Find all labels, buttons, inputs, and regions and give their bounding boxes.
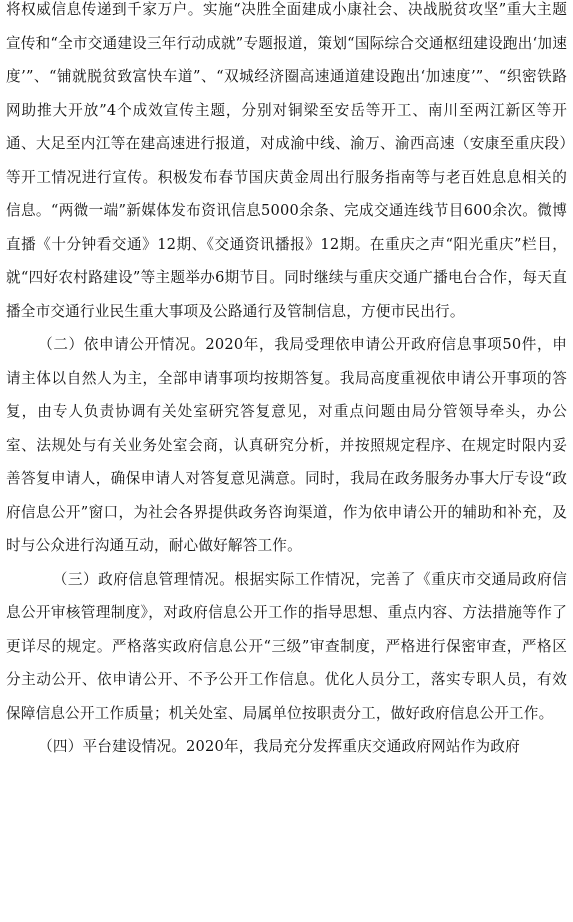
paragraph-publicity-work: 将权威信息传递到千家万户。实施“决胜全面建成小康社会、决战脱贫攻坚”重大主题宣传和“全市交通建设三年行动成就”专题报道，策划“国际综合交通枢纽建设跑出‘加速度’”、“铺就脱贫致富快车道”、“双城经济圈高速通道建设跑出‘加速度’”、“织密铁路网助推大开放”4个成效宣传主题，分别对铜梁至安岳等开工、南川至两江新区等开通、大足至内江等在建高速进行报道，对成渝中线、渝万、渝西高速（安康至重庆段）等开工情况进行宣传。积极发布春节国庆黄金周出行服务指南等与老百姓息息相关的信息。“两微一端”新媒体发布资讯信息5000余条、完成交通连线节目600余次。微博直播《十分钟看交通》12期、《交通资讯播报》12期。在重庆之声“阳光重庆”栏目，就“四好农村路建设”等主题举办6期节目。同时继续与重庆交通广播电台合作，每天直播全市交通行业民生重大事项及公路通行及管制信息，方便市民出行。 [6, 1, 567, 320]
paragraph-information-management: （三）政府信息管理情况。根据实际工作情况，完善了《重庆市交通局政府信息公开审核管理制度》，对政府信息公开工作的指导思想、重点内容、方法措施等作了更详尽的规定。严格落实政府信息公开“三级”审查制度，严格进行保密审查，严格区分主动公开、依申请公开、不予公开工作信息。优化人员分工，落实专职人员，有效保障信息公开工作质量；机关处室、局属单位按职责分工，做好政府信息公开工作。 [6, 570, 567, 722]
paragraph-platform-construction: （四）平台建设情况。2020年，我局充分发挥重庆交通政府网站作为政府 [38, 738, 520, 755]
paragraph-application-disclosure: （二）依申请公开情况。2020年，我局受理依申请公开政府信息事项50件，申请主体以自然人为主，全部申请事项均按期答复。我局高度重视依申请公开事项的答复，由专人负责协调有关处室研究答复意见，对重点问题由局分管领导牵头，办公室、法规处与有关业务处室会商，认真研究分析，并按照规定程序、在规定时限内妥善答复申请人，确保申请人对答复意见满意。同时，我局在政务服务办事大厅专设“政府信息公开”窗口，为社会各界提供政务咨询渠道，作为依申请公开的辅助和补充，及时与公众进行沟通互动，耐心做好解答工作。 [6, 336, 567, 554]
